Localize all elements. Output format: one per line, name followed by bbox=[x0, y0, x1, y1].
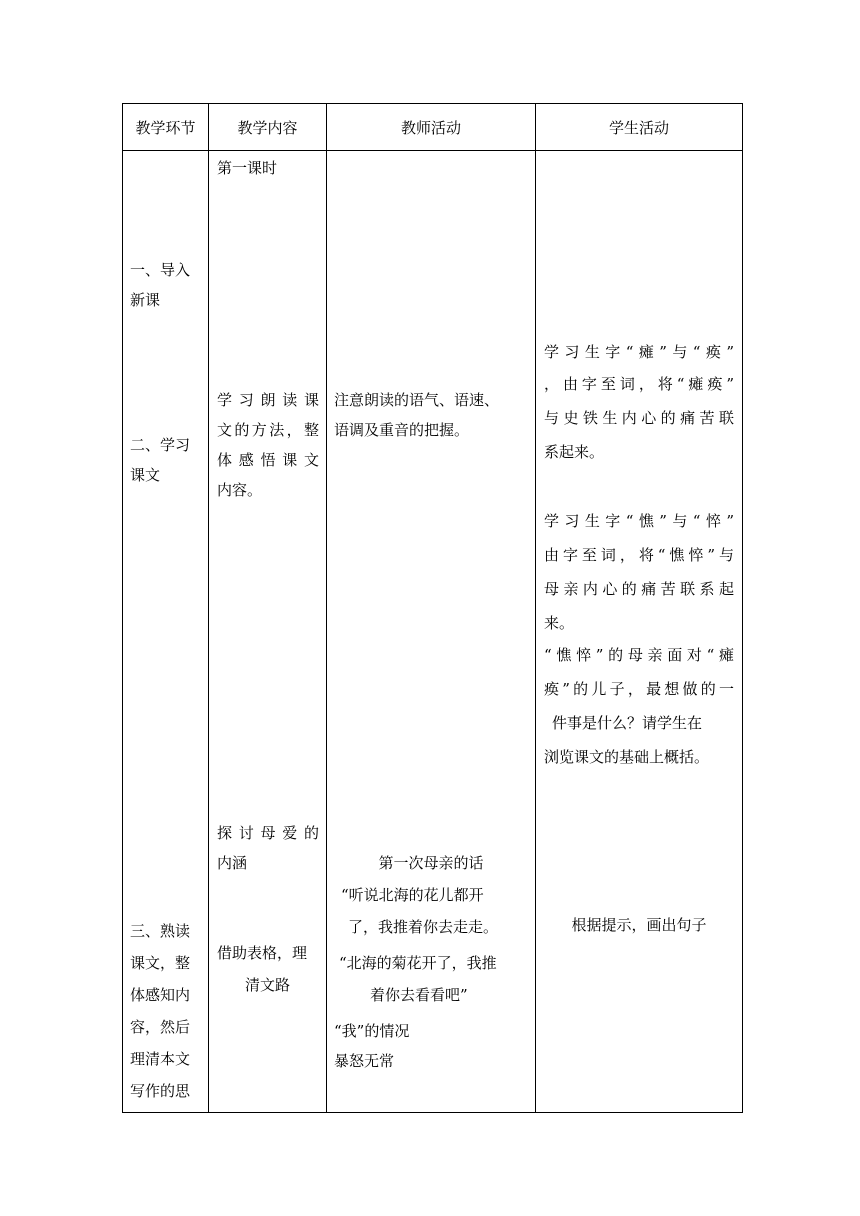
stage-1-line-2: 新课 bbox=[130, 291, 161, 309]
stage-2-line-1: 二、学习 bbox=[130, 436, 191, 454]
student-c-line-2: 痪”的儿子，最想做的一 bbox=[544, 680, 734, 698]
stage-3-line-5: 理清本文 bbox=[130, 1050, 191, 1068]
header-student: 学生活动 bbox=[536, 104, 743, 151]
stage-3-line-2: 课文，整 bbox=[130, 954, 191, 972]
teacher-3-line-6: “我”的情况 bbox=[334, 1022, 410, 1040]
student-a-line-3: 与史铁生内心的痛苦联 bbox=[544, 409, 734, 427]
table-header-row bbox=[123, 104, 743, 151]
stage-3-line-3: 体感知内 bbox=[130, 986, 191, 1004]
content-3b-line-2: 清文路 bbox=[244, 976, 290, 994]
student-a-line-2: ，由字至词，将“瘫痪” bbox=[544, 375, 734, 393]
stage-column bbox=[123, 151, 209, 1113]
stage-3-line-1: 三、熟读 bbox=[130, 922, 191, 940]
content-2-line-1: 学习朗读课 bbox=[217, 391, 319, 409]
student-b-line-3: 母亲内心的痛苦联系起 bbox=[544, 580, 734, 598]
teacher-3-line-3: 了，我推着你去走走。 bbox=[348, 918, 499, 936]
stage-3-line-6: 写作的思 bbox=[130, 1082, 191, 1100]
lesson-plan-table bbox=[122, 103, 743, 1113]
student-b-line-4: 来。 bbox=[544, 614, 575, 632]
teacher-2-line-2: 语调及重音的把握。 bbox=[334, 421, 470, 439]
student-d-line-1: 根据提示，画出句子 bbox=[571, 916, 707, 934]
content-2-line-3: 体感悟课文 bbox=[217, 451, 319, 469]
stage-1-line-1: 一、导入 bbox=[130, 261, 191, 279]
content-3b-line-1: 借助表格，理 bbox=[217, 944, 308, 962]
student-a-line-4: 系起来。 bbox=[544, 443, 605, 461]
content-column bbox=[209, 151, 327, 1113]
period-label: 第一课时 bbox=[217, 159, 278, 177]
student-b-line-2: 由字至词，将“憔悴”与 bbox=[544, 546, 734, 564]
header-content: 教学内容 bbox=[209, 104, 327, 151]
teacher-2-line-1: 注意朗读的语气、语速、 bbox=[334, 391, 500, 409]
header-teacher: 教师活动 bbox=[327, 104, 536, 151]
teacher-column bbox=[327, 151, 536, 1113]
student-c-line-3: 件事是什么？请学生在 bbox=[552, 714, 703, 732]
table-body-row bbox=[123, 151, 743, 1113]
stage-3-line-4: 容，然后 bbox=[130, 1018, 191, 1036]
content-3a-line-1: 探讨母爱的 bbox=[217, 824, 319, 842]
student-c-line-4: 浏览课文的基础上概括。 bbox=[544, 748, 710, 766]
teacher-3-line-1: 第一次母亲的话 bbox=[378, 854, 484, 872]
header-stage: 教学环节 bbox=[123, 104, 209, 151]
student-b-line-1: 学习生字“憔”与“悴” bbox=[544, 512, 734, 530]
student-c-line-1: “憔悴”的母亲面对“瘫 bbox=[544, 646, 734, 664]
content-2-line-4: 内容。 bbox=[217, 481, 263, 499]
teacher-3-line-7: 暴怒无常 bbox=[334, 1052, 395, 1070]
student-a-line-1: 学习生字“瘫”与“痪” bbox=[544, 343, 734, 361]
teacher-3-line-4: “北海的菊花开了，我推 bbox=[339, 954, 497, 972]
student-column bbox=[536, 151, 743, 1113]
content-3a-line-2: 内涵 bbox=[217, 854, 248, 872]
teacher-3-line-2: “听说北海的花儿都开 bbox=[341, 886, 484, 904]
stage-2-line-2: 课文 bbox=[130, 466, 161, 484]
teacher-3-line-5: 着你去看看吧” bbox=[370, 986, 468, 1004]
content-2-line-2: 文的方法，整 bbox=[217, 421, 319, 439]
